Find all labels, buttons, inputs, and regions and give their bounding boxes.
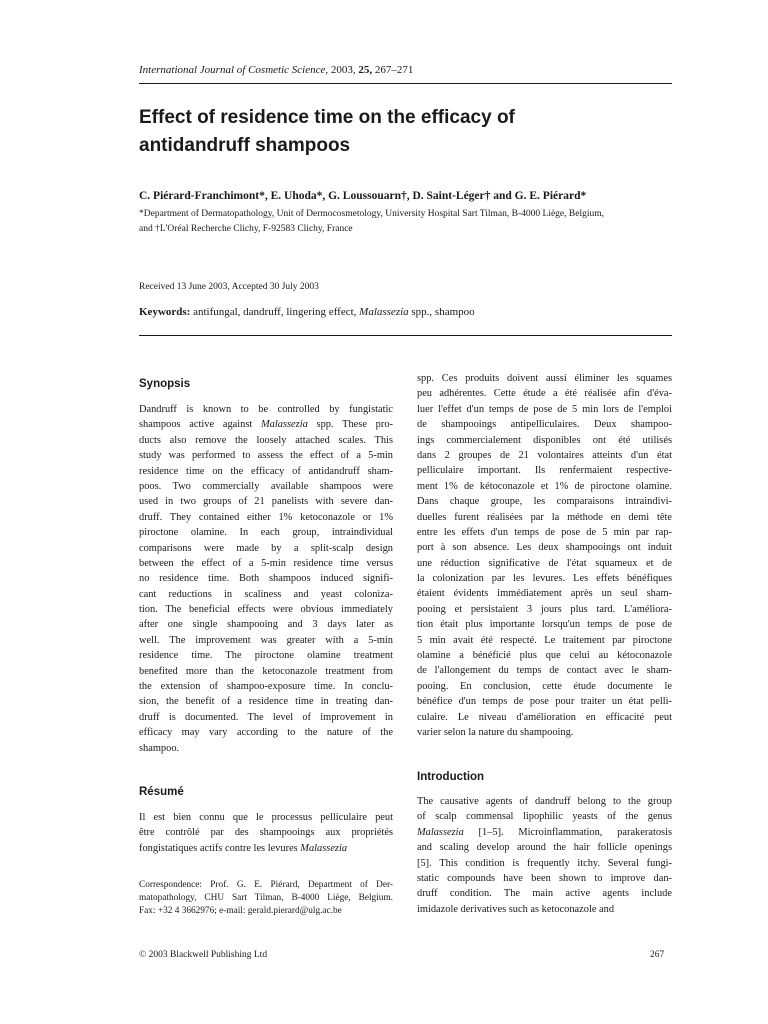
text-line: benefited more than the ketoconazole treatment from [139, 665, 393, 677]
journal-pages: 267–271 [374, 64, 414, 76]
footer-copyright: © 2003 Blackwell Publishing Ltd [139, 950, 268, 960]
correspondence-note [139, 879, 393, 918]
text-line: comparisons were made by a split-scalp design [139, 542, 393, 554]
resume-continued-body [417, 371, 672, 740]
text-line: study was performed to assess the effect of a 5-min [139, 450, 393, 462]
text-line: the extension of shampoo-exposure time. In conclu- [139, 681, 393, 693]
text-line: shampoos active against Malassezia spp. These pro- [139, 419, 393, 431]
text-line: peu adhérentes. Cette étude a été réalisée afin d'éva- [417, 388, 672, 400]
text-line: varier selon la nature du shampooing. [417, 726, 574, 738]
text-line: between the effect of a 5-min residence time versus [139, 557, 393, 569]
text-line: bénéfice d'un temps de pose pour traiter un état pelli- [417, 696, 672, 708]
text-line: cant reductions in scaliness and yeast coloniza- [139, 588, 393, 600]
text-line: fongistatiques actifs contre les levures Malassezia [139, 842, 348, 854]
text-line: olamine a bénéficié plus que celui au kétoconazole [417, 650, 672, 662]
text-line: sion, the benefit of a residence time in treating dan- [139, 696, 393, 708]
text-line: imidazole derivatives such as ketoconazole and [417, 903, 615, 915]
text-line: shampoo. [139, 742, 180, 754]
page-number: 267 [650, 950, 665, 960]
text-line: Fax: +32 4 3662976; e-mail: gerald.pierard@ulg.ac.be [139, 906, 342, 916]
text-line: well. The improvement was greater with a 5-min [139, 634, 393, 646]
text-line: ment 1% de kétoconazole et 1% de piroctone olamine. [417, 480, 672, 492]
text-line: ducts also remove the loosely attached scales. This [139, 434, 393, 446]
text-line: pelliculaire important. Ils renfermaient respective- [417, 465, 672, 477]
resume-heading: Résumé [139, 786, 184, 798]
text-line: poos. Two commercially available shampoos were [139, 480, 393, 492]
journal-volume: 25, [358, 64, 373, 76]
text-line: de l'allongement du temps de contact avec le sham- [417, 665, 672, 677]
text-line: static compounds have been shown to improve dan- [417, 872, 672, 884]
text-line: dans 2 groupes de 21 volontaires atteints d'un état [417, 449, 672, 461]
keywords-italic: Malassezia [359, 306, 409, 318]
keywords-label: Keywords: [139, 306, 191, 318]
text-line: of scalp commensal lipophilic yeasts of the genus [417, 811, 672, 823]
text-line: duelles furent réalisées par la méthode en demi tête [417, 511, 672, 523]
text-line: ings commercialement disponibles ont été utilisés [417, 434, 672, 446]
keywords-text: antifungal, dandruff, lingering effect, [193, 306, 357, 318]
text-line: tion était plus importante lorsqu'un temps de pose de [417, 619, 672, 631]
keywords [139, 306, 475, 318]
text-line: être contrôlé par des shampooings aux propriétés [139, 827, 393, 839]
text-line: spp. Ces produits doivent aussi éliminer les squames [417, 373, 672, 384]
text-line: pooing. En conclusion, cette étude documente le [417, 680, 672, 692]
introduction-body [417, 794, 672, 917]
text-line: 5 min avait été respecté. Le traitement par piroctone [417, 634, 672, 646]
text-line: matopathology, CHU Sart Tilman, B-4000 Liège, Belgium. [139, 893, 393, 903]
text-line: de shampooings antipelliculaires. Deux shampoo- [417, 419, 672, 431]
text-line: Dans chaque groupe, les comparaisons intraindivi- [417, 496, 672, 508]
text-line: luer l'effet d'un temps de pose de 5 min lors de l'emploi [417, 403, 672, 415]
text-line: residence time. The piroctone olamine treatment [139, 650, 393, 662]
journal-year: 2003, [330, 64, 356, 76]
section-divider [139, 335, 672, 336]
text-line: after one single shampooing and 3 days later as [139, 619, 393, 631]
text-line: and scaling develop around the hair follicle openings [417, 842, 672, 854]
text-line: druff condition. The main active agents include [417, 888, 672, 900]
resume-body [139, 810, 393, 856]
affiliation: *Department of Dermatopathology, Unit of Dermocosmetology, University Hospital Sart Tilman, B-4000 Liège, Belgium, [139, 209, 604, 219]
text-line: no residence time. Both shampoos induced signifi- [139, 573, 393, 585]
journal-citation [139, 64, 413, 76]
text-line: druff is documented. The level of improvement in [139, 711, 393, 723]
article-title [139, 104, 672, 160]
title-line: Effect of residence time on the efficacy of [139, 107, 515, 128]
synopsis-body [139, 402, 393, 756]
journal-name: International Journal of Cosmetic Science, [139, 64, 329, 76]
text-line: Il est bien connu que le processus pelliculaire peut [139, 812, 393, 823]
text-line: residence time on the efficacy of antidandruff sham- [139, 465, 393, 477]
text-line: piroctone olamine. In each group, intraindividual [139, 527, 393, 539]
header-divider [139, 83, 672, 84]
affiliation: and †L'Oréal Recherche Clichy, F-92583 Clichy, France [139, 224, 353, 234]
text-line: pooing et persistaient 3 jours plus tard. L'améliora- [417, 603, 672, 615]
text-line: tion. The beneficial effects were obvious immediately [139, 604, 393, 616]
text-line: efficacy may vary according to the nature of the [139, 727, 393, 739]
introduction-heading: Introduction [417, 771, 485, 783]
text-line: culaire. Le niveau d'amélioration en efficacité peut [417, 711, 672, 723]
text-line: [5]. This condition is frequently itchy. Several fungi- [417, 857, 672, 869]
keywords-text-after: spp., shampoo [411, 306, 475, 318]
text-line: The causative agents of dandruff belong to the group [417, 796, 672, 807]
text-line: une réduction significative de l'état squameux et de [417, 557, 672, 569]
text-line: Malassezia [1–5]. Microinflammation, parakeratosis [417, 826, 672, 838]
text-line: Dandruff is known to be controlled by fungistatic [139, 404, 393, 415]
text-line: étaient évidents immédiatement après un seul sham- [417, 588, 672, 600]
text-line: port à son absence. Les deux shampooings ont induit [417, 542, 672, 554]
received-dates: Received 13 June 2003, Accepted 30 July 2003 [139, 282, 319, 292]
text-line: la colonization par les levures. Les effets bénéfiques [417, 573, 672, 585]
text-line: Correspondence: Prof. G. E. Piérard, Department of Der- [139, 880, 393, 890]
text-line: used in two groups of 21 panelists with severe dan- [139, 496, 393, 508]
text-line: druff. They contained either 1% ketoconazole or 1% [139, 511, 393, 523]
synopsis-heading: Synopsis [139, 378, 191, 390]
text-line: entre les effets d'un temps de pose de 5 min par rap- [417, 526, 672, 538]
title-line: antidandruff shampoos [139, 135, 351, 156]
authors: C. Piérard-Franchimont*, E. Uhoda*, G. Loussouarn†, D. Saint-Léger† and G. E. Piérard* [139, 190, 587, 202]
